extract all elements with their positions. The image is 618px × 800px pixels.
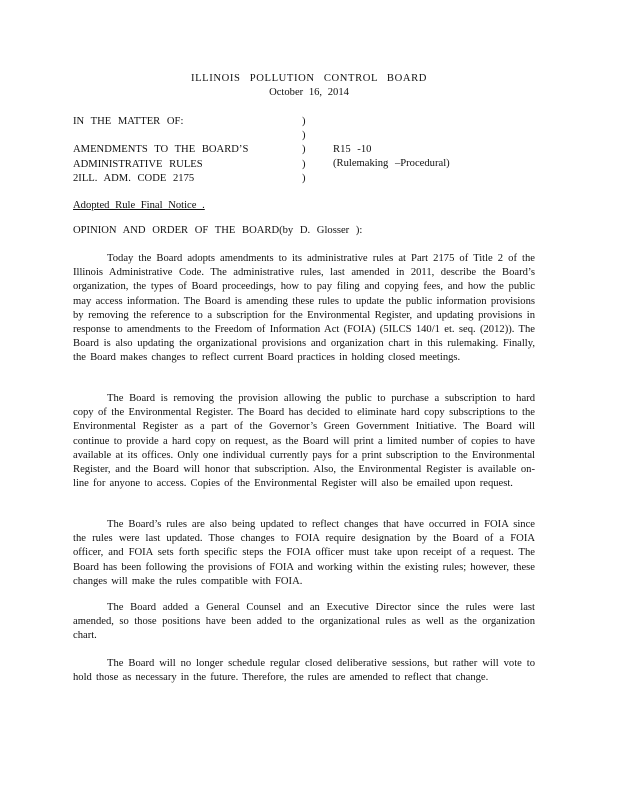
caption-paren: ): [302, 116, 306, 127]
body-paragraph: The Board added a General Counsel and an Executive Director since the rules were last amended, so those positions have been added to the organizational rules as well as the organization chart.: [73, 602, 535, 642]
body-paragraph: The Board is removing the provision allowing the public to purchase a subscription to hard copy of the Environmental Register. The Board has decided to eliminate hard copy subscriptions to the Environmental Register as a part of the Governor’s Green Government Initiative. The Board will continue to provide a hard copy on request, as the Board will print a limited number of copies to have available at its offices. Only one individual currently pays for a print subscription to the Environmental Register, and the Board will honor that subscription. Also, the Environmental Register is available on-line for anyone to access. Copies of the Environmental Register will also be emailed upon request.: [73, 393, 535, 490]
caption-line: ADMINISTRATIVE RULES: [73, 158, 203, 170]
caption-paren: ): [302, 172, 306, 184]
caption-case-info: [333, 143, 533, 171]
case-type: (Rulemaking –Procedural): [333, 158, 450, 170]
caption-line: AMENDMENTS TO THE BOARD’S: [73, 144, 249, 156]
document-date: October 16, 2014: [269, 87, 349, 98]
caption-matter-block: [73, 115, 283, 186]
caption-line: [73, 129, 283, 143]
caption-line: IN THE MATTER OF:: [73, 116, 184, 127]
case-caption: [73, 115, 553, 187]
notice-line: Adopted Rule Final Notice .: [73, 200, 205, 211]
caption-paren: ): [302, 158, 306, 170]
body-paragraph: Today the Board adopts amendments to its administrative rules at Part 2175 of Title 2 of the Illinois Administrative Code. The administrative rules, last amended in 2011, describe the Board’s organization, the types of Board proceedings, how to pay filing and copying fees, and how the public may access information. The Board is amending these rules to update the public information provisions by removing the reference to a subscription for the Environmental Register, and updating provisions in response to amendments to the Freedom of Information Act (FOIA) (5ILCS 140/1 et. seq. (2012)). The Board is also updating the organizational provisions and organization chart in this rulemaking. Finally, the Board makes changes to reflect current Board practices in holding closed meetings.: [73, 253, 535, 364]
opinion-heading: OPINION AND ORDER OF THE BOARD(by D. Glosser ):: [73, 225, 363, 236]
caption-paren: ): [302, 130, 306, 142]
caption-paren: ): [302, 144, 306, 156]
case-number: R15 -10: [333, 144, 372, 155]
body-paragraph: The Board’s rules are also being updated to reflect changes that have occurred in FOIA since the rules were last updated. Those changes to FOIA require designation by the Board of a FOIA officer, and FOIA sets forth specific steps the FOIA officer must take upon receipt of a request. The Board has been following the provisions of FOIA and working within the existing rules; however, these changes will make the rules compatible with FOIA.: [73, 519, 535, 587]
caption-line: 2ILL. ADM. CODE 2175: [73, 172, 195, 184]
board-title: ILLINOIS POLLUTION CONTROL BOARD: [190, 73, 427, 84]
body-paragraph: The Board will no longer schedule regular closed deliberative sessions, but rather will vote to hold those as necessary in the future. Therefore, the rules are amended to reflect that change.: [73, 658, 535, 684]
caption-parentheses: [302, 115, 312, 186]
